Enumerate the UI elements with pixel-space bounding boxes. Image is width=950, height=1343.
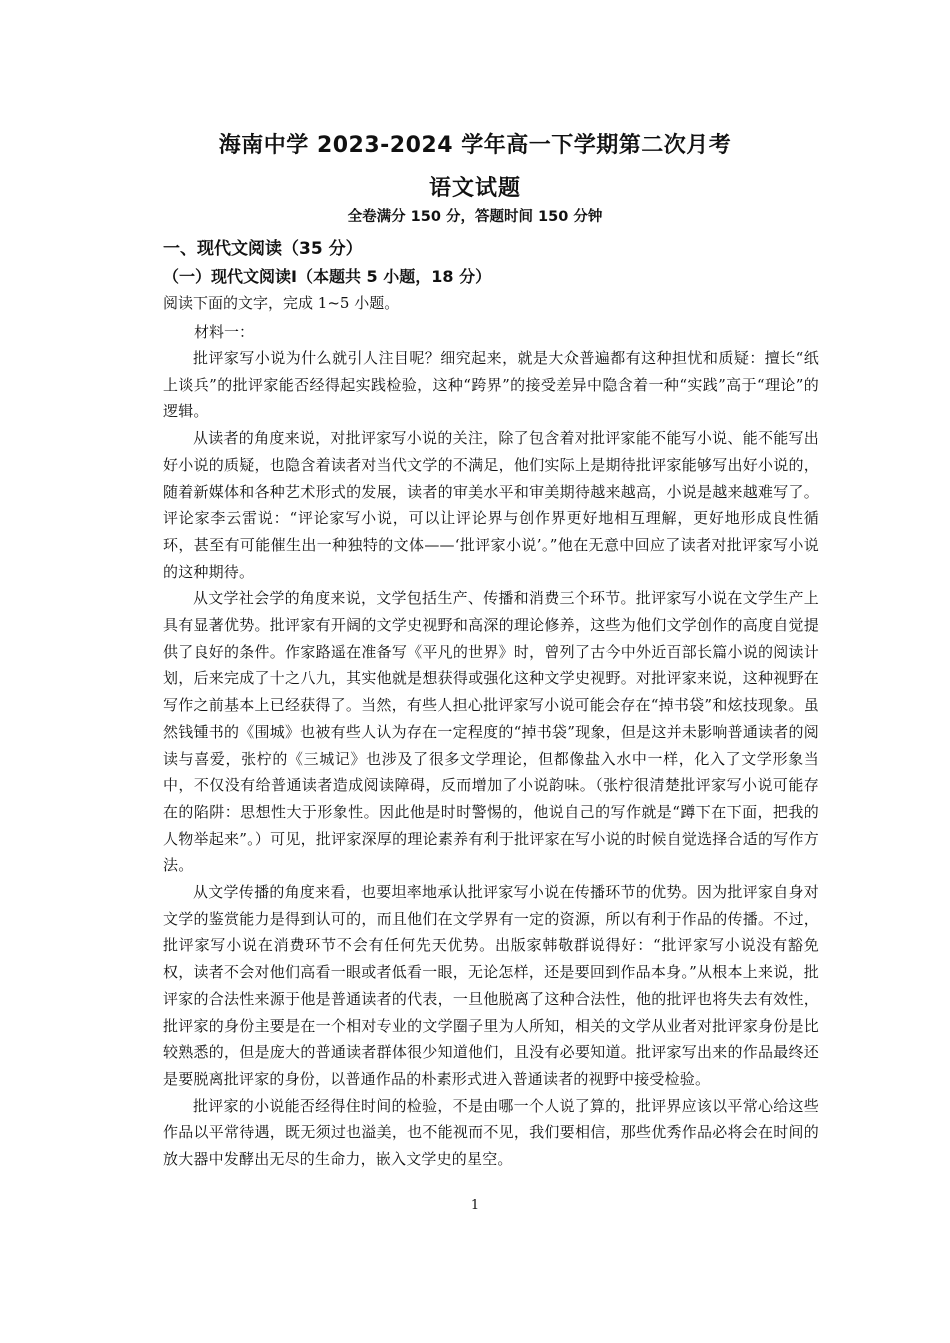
exam-title: 海南中学 2023-2024 学年高一下学期第二次月考	[218, 133, 732, 158]
material-label: 材料一：	[194, 323, 255, 341]
page-number: 1	[470, 1198, 480, 1213]
passage-paragraph: 从读者的角度来说，对批评家写小说的关注，除了包含着对批评家能不能写小说、能不能写出好小说的质疑，也隐含着读者对当代文学的不满足，他们实际上是期待批评家能够写出好小说的，随着新媒体和各种艺术形式的发展，读者的审美水平和审美期待越来越高，小说是越来越难写了。评论家李云雷说：“评论家写小说，可以让评论界与创作界更好地相互理解，更好地形成良性循环，甚至有可能催生出一种独特的文体——‘批评家小说’。”他在无意中回应了读者对批评家写小说的这种期待。	[163, 429, 819, 581]
passage-paragraph: 从文学社会学的角度来说，文学包括生产、传播和消费三个环节。批评家写小说在文学生产上具有显著优势。批评家有开阔的文学史视野和高深的理论修养，这些为他们文学创作的高度自觉提供了良好的条件。作家路遥在准备写《平凡的世界》时，曾列了古今中外近百部长篇小说的阅读计划，后来完成了十之八九，其实他就是想获得或强化这种文学史视野。对批评家来说，这种视野在写作之前基本上已经获得了。当然，有些人担心批评家写小说可能会存在“掉书袋”和炫技现象。虽然钱锺书的《围城》也被有些人认为存在一定程度的“掉书袋”现象，但是这并未影响普通读者的阅读与喜爱，张柠的《三城记》也涉及了很多文学理论，但都像盐入水中一样，化入了文学形象当中，不仅没有给普通读者造成阅读障碍，反而增加了小说韵味。（张柠很清楚批评家写小说可能存在的陷阱：思想性大于形象性。因此他是时时警惕的，他说自己的写作就是“蹲下在下面，把我的人物举起来”。）可见，批评家深厚的理论素养有利于批评家在写小说的时候自觉选择合适的写作方法。	[163, 589, 819, 875]
passage-paragraph: 从文学传播的角度来看，也要坦率地承认批评家写小说在传播环节的优势。因为批评家自身对文学的鉴赏能力是得到认可的，而且他们在文学界有一定的资源，所以有利于作品的传播。不过，批评家写小说在消费环节不会有任何先天优势。出版家韩敬群说得好：“批评家写小说没有豁免权，读者不会对他们高看一眼或者低看一眼，无论怎样，还是要回到作品本身。”从根本上来说，批评家的合法性来源于他是普通读者的代表，一旦他脱离了这种合法性，他的批评也将失去有效性，批评家的身份主要是在一个相对专业的文学圈子里为人所知，相关的文学从业者对批评家身份是比较熟悉的，但是庞大的普通读者群体很少知道他们，且没有必要知道。批评家写出来的作品最终还是要脱离批评家的身份，以普通作品的朴素形式进入普通读者的视野中接受检验。	[163, 883, 819, 1088]
passage-paragraph: 批评家的小说能否经得住时间的检验，不是由哪一个人说了算的，批评界应该以平常心给这些作品以平常待遇，既无须过也溢美，也不能视而不见，我们要相信，那些优秀作品必将会在时间的放大器中发酵出无尽的生命力，嵌入文学史的星空。	[163, 1096, 819, 1169]
passage-body	[163, 345, 819, 1173]
reading-instruction: 阅读下面的文字，完成 1~5 小题。	[163, 294, 400, 312]
passage-paragraph: 批评家写小说为什么就引人注目呢？细究起来，就是大众普遍都有这种担忧和质疑：擅长“纸上谈兵”的批评家能否经得起实践检验，这种“跨界”的接受差异中隐含着一种“实践”高于“理论”的逻辑。	[163, 349, 819, 421]
exam-subject: 语文试题	[428, 176, 521, 201]
section-subheading: （一）现代文阅读Ⅰ（本题共 5 小题，18 分）	[163, 267, 492, 286]
section-heading: 一、现代文阅读（35 分）	[163, 239, 363, 259]
exam-note: 全卷满分 150 分，答题时间 150 分钟	[347, 209, 603, 225]
